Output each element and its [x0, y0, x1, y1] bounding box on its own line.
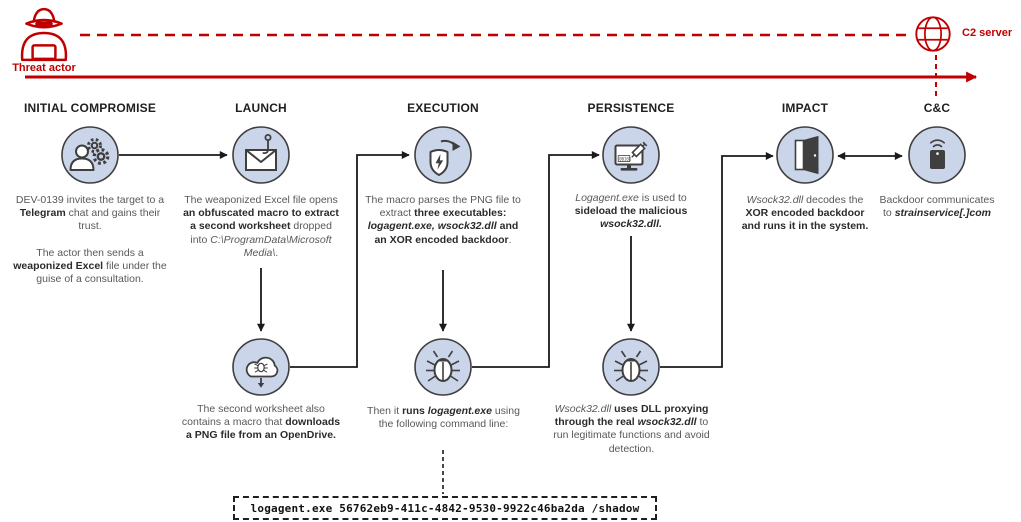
c2-server-globe-icon: [912, 13, 954, 60]
text-cloud-substep: [181, 403, 341, 443]
paragraph: Wsock32.dll decodes the XOR encoded backdoor and runs it in the system.: [741, 194, 869, 233]
stage-title-persistence: PERSISTENCE: [587, 101, 675, 115]
bug-icon: [413, 337, 473, 402]
command-line-text: logagent.exe 56762eb9-411c-4842-9530-9922c46ba2da /shadow: [250, 501, 640, 515]
phishing-email-icon: [231, 125, 291, 190]
paragraph: DEV-0139 invites the target to a Telegram chat and gains their trust.: [15, 194, 165, 233]
threat-actor-label: Threat actor: [12, 62, 76, 74]
text-bug-persistence-substep: [549, 403, 714, 456]
paragraph: The macro parses the PNG file to extract three executables: logagent.exe, wsock32.dll and an XOR encoded backdoor.: [365, 194, 521, 246]
stage-title-initial-compromise: INITIAL COMPROMISE: [23, 101, 157, 115]
stage-title-execution: EXECUTION: [407, 101, 479, 115]
text-launch: [181, 194, 341, 260]
threat-actor-icon: [16, 6, 72, 67]
stage-title-impact: IMPACT: [781, 101, 829, 115]
elbow-bug-to-persistence: [472, 155, 599, 367]
backdoor-door-icon: [775, 125, 835, 190]
text-execution: [363, 194, 523, 247]
paragraph: The actor then sends a weaponized Excel file under the guise of a consultation.: [13, 246, 167, 286]
svg-text:00101: 00101: [619, 156, 632, 162]
paragraph: Wsock32.dll uses DLL proxying through the real wsock32.dll to run legitimate functions and avoid detection.: [553, 403, 710, 455]
social-engineering-icon: [60, 125, 120, 190]
elbow-cloud-to-execution: [290, 155, 409, 367]
c2-server-label: C2 server: [962, 27, 1013, 39]
paragraph: Logagent.exe is used to sideload the malicious wsock32.dll.: [574, 192, 688, 231]
paragraph: Backdoor communicates to strainservice[.]com: [879, 194, 995, 220]
paragraph: Then it runs logagent.exe using the following command line:: [367, 405, 520, 431]
text-persistence: [553, 192, 709, 232]
elbow-bug-to-impact: [660, 156, 773, 367]
paragraph: The weaponized Excel file opens an obfuscated macro to extract a second worksheet dropped into C:\ProgramData\Microsoft Media\.: [183, 194, 339, 259]
shield-execution-icon: [413, 125, 473, 190]
text-impact: [737, 194, 873, 234]
text-bug-execution-substep: [366, 405, 521, 431]
code-injection-icon: [601, 125, 661, 190]
text-initial-compromise: [10, 194, 170, 286]
bug-icon: [601, 337, 661, 402]
beacon-device-icon: [907, 125, 967, 190]
command-line-box: [233, 496, 657, 520]
malware-cloud-download-icon: [231, 337, 291, 402]
stage-title-launch: LAUNCH: [235, 101, 287, 115]
text-cc: [877, 194, 997, 220]
stage-title-cc: C&C: [923, 101, 951, 115]
paragraph: The second worksheet also contains a macro that downloads a PNG file from an OpenDrive.: [181, 403, 341, 442]
